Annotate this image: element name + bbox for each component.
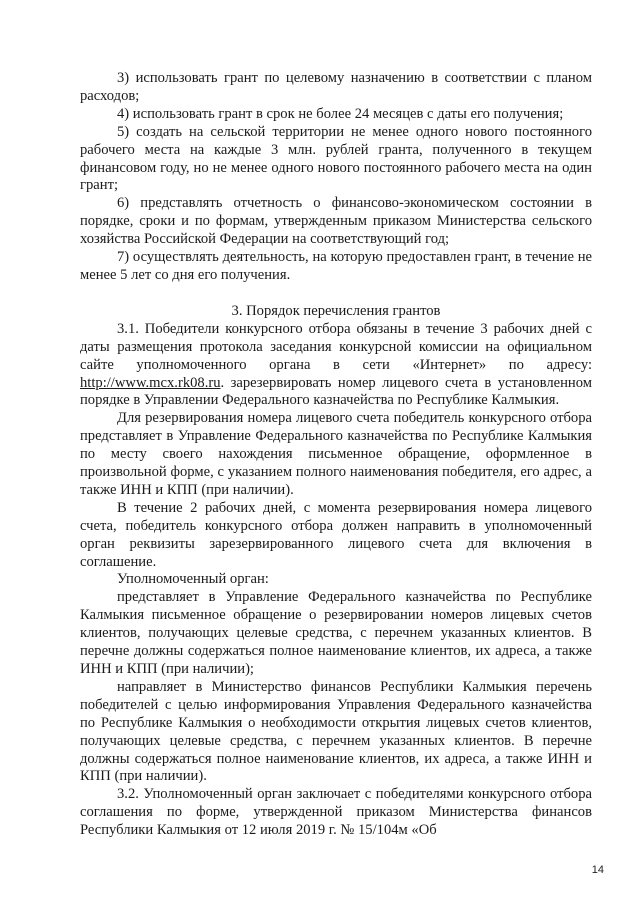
document-body xyxy=(80,70,592,840)
paragraph-sends: направляет в Министерство финансов Республики Калмыкия перечень победителей с целью информирования Управления Федерального казначейства по Республике Калмыкия о необходимости открытия лицевых счетов клиентов, получающих целевые средства, с перечнем указанных клиентов. В перечне должны содержаться полное наименование клиентов, их адреса, а также ИНН и КПП (при наличии). xyxy=(80,678,592,785)
list-item-7: 7) осуществлять деятельность, на которую предоставлен грант, в течение не менее 5 лет со дня его получения. xyxy=(80,249,592,283)
paragraph-authority: Уполномоченный орган: xyxy=(117,571,269,588)
list-item-3: 3) использовать грант по целевому назначению в соответствии с планом расходов; xyxy=(80,70,592,104)
list-item-5: 5) создать на сельской территории не менее одного нового постоянного рабочего места на каждые 3 млн. рублей гранта, полученного в текущем финансовом году, но не менее одного нового постоянного рабочего места на один грант; xyxy=(80,123,592,194)
paragraph-reservation: Для резервирования номера лицевого счета победитель конкурсного отбора представляет в Управление Федерального казначейства по Республике Калмыкия по месту своего нахождения письменное обращение, оформленное в произвольной форме, с указанием полного наименования победителя, его адрес, а также ИНН и КПП (при наличии). xyxy=(80,410,592,498)
ministry-website-link[interactable]: http://www.mcx.rk08.ru xyxy=(80,374,221,391)
section-heading: 3. Порядок перечисления грантов xyxy=(231,302,441,319)
paragraph-two-days: В течение 2 рабочих дней, с момента резервирования номера лицевого счета, победитель конкурсного отбора должен направить в уполномоченный орган реквизиты зарезервированного лицевого счета для включения в соглашение. xyxy=(80,499,592,570)
list-item-6: 6) представлять отчетность о финансово-экономическом состоянии в порядке, сроки и по формам, утвержденным приказом Министерства сельского хозяйства Российской Федерации на соответствующий год; xyxy=(80,195,592,248)
paragraph-3-1-text: 3.1. Победители конкурсного отбора обязаны в течение 3 рабочих дней с даты размещения протокола заседания конкурсной комиссии на официальном сайте уполномоченного органа в сети «Интернет» по адресу: xyxy=(80,320,592,373)
paragraph-3-2: 3.2. Уполномоченный орган заключает с победителями конкурсного отбора соглашения по форме, утвержденной приказом Министерства финансов Республики Калмыкия от 12 июля 2019 г. № 15/104м «Об xyxy=(80,786,592,839)
paragraph-submits: представляет в Управление Федерального казначейства по Республике Калмыкия письменное обращение о резервировании номеров лицевых счетов клиентов, получающих целевые средства, с перечнем указанных клиентов. В перечне должны содержаться полное наименование клиентов, их адреса, а также ИНН и КПП (при наличии); xyxy=(80,589,592,677)
paragraph-3-1-tail: . зарезервировать номер лицевого счета в установленном порядке в Управлении Федерального казначейства по Республике Калмыкия. xyxy=(80,374,592,409)
page-number: 14 xyxy=(591,864,604,876)
list-item-4: 4) использовать грант в срок не более 24 месяцев с даты его получения; xyxy=(117,105,564,122)
paragraph-3-1 xyxy=(80,321,592,411)
